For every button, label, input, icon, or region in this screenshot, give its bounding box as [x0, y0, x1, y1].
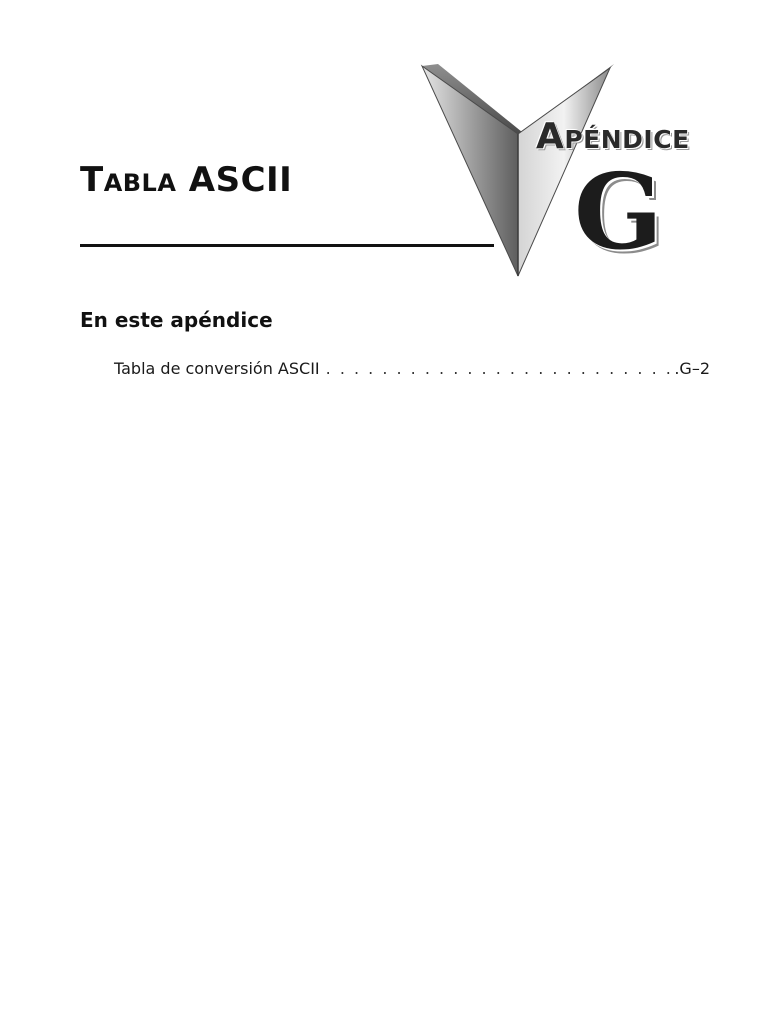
- appendix-label: Apéndice: [536, 116, 690, 157]
- toc-entry-label: Tabla de conversión ASCII: [114, 359, 320, 378]
- chapter-title: Tabla ASCII: [80, 160, 293, 200]
- toc-dot-leader: [326, 359, 673, 378]
- appendix-letter: G: [574, 150, 663, 273]
- section-heading: En este apéndice: [80, 308, 273, 332]
- toc-entry[interactable]: [114, 359, 710, 378]
- toc-entry-page: .G–2: [674, 359, 710, 378]
